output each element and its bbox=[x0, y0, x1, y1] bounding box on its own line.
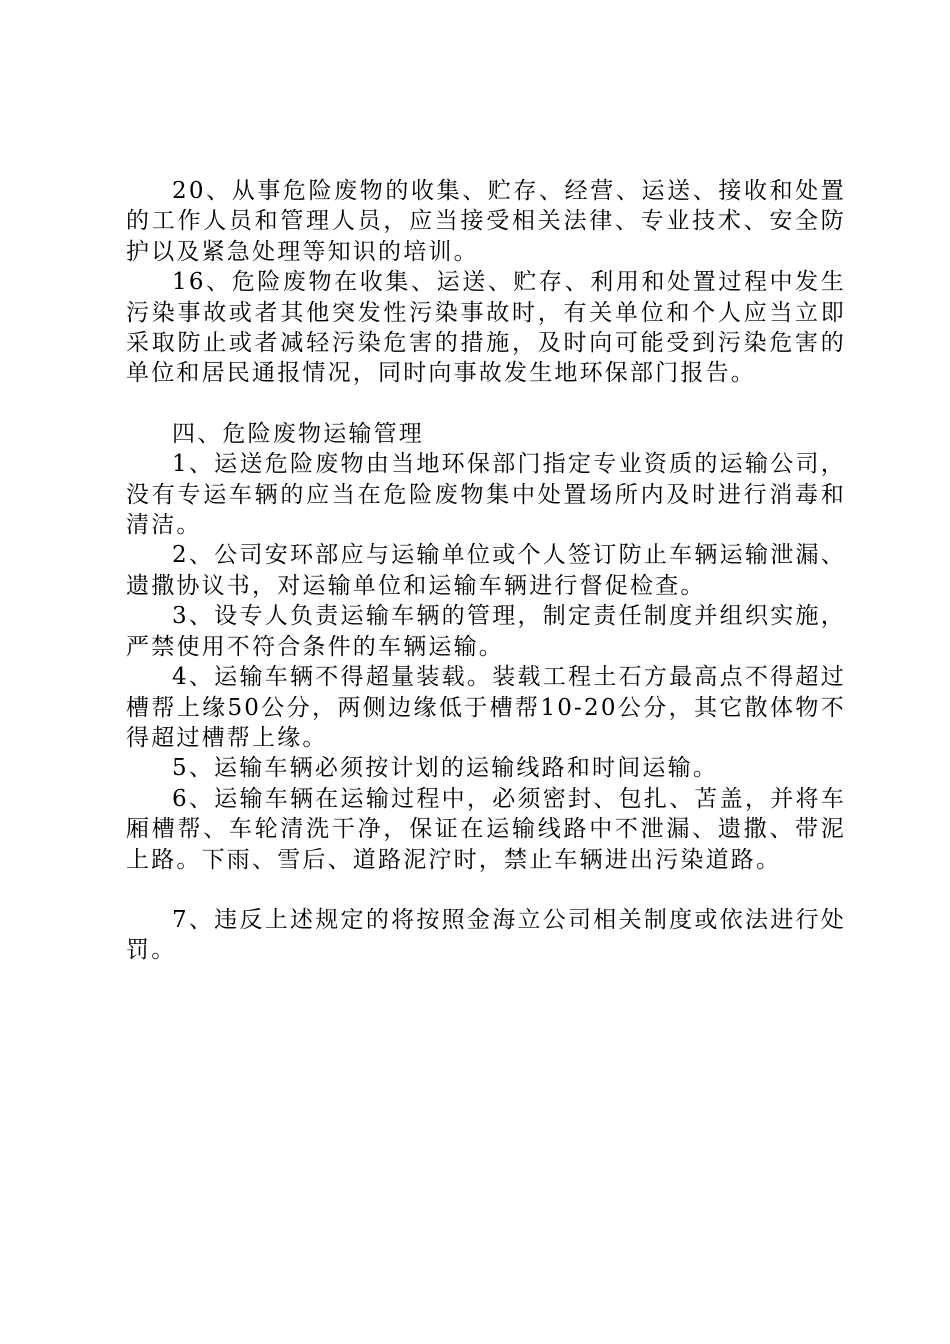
paragraph-training: 20、从事危险废物的收集、贮存、经营、运送、接收和处置的工作人员和管理人员，应当接受相关法律、专业技术、安全防护以及紧急处理等知识的培训。 bbox=[126, 178, 846, 265]
paragraph-transport-3: 3、设专人负责运输车辆的管理，制定责任制度并组织实施，严禁使用不符合条件的车辆运输。 bbox=[126, 603, 846, 660]
paragraph-accident-response: 16、危险废物在收集、运送、贮存、利用和处置过程中发生污染事故或者其他突发性污染事故时，有关单位和个人应当立即采取防止或者减轻污染危害的措施，及时向可能受到污染危害的单位和居民通报情况，同时向事故发生地环保部门报告。 bbox=[126, 269, 846, 387]
paragraph-transport-6: 6、运输车辆在运输过程中，必须密封、包扎、苫盖，并将车厢槽帮、车轮清洗干净，保证在运输线路中不泄漏、遗撒、带泥上路。下雨、雪后、道路泥泞时，禁止车辆进出污染道路。 bbox=[126, 785, 846, 873]
paragraph-penalty: 7、违反上述规定的将按照金海立公司相关制度或依法进行处罚。 bbox=[126, 906, 846, 964]
paragraph-transport-1: 1、运送危险废物由当地环保部门指定专业资质的运输公司，没有专运车辆的应当在危险废物集中处置场所内及时进行消毒和清洁。 bbox=[126, 451, 846, 539]
section-gap bbox=[126, 389, 846, 419]
document-page bbox=[126, 176, 846, 966]
paragraph-transport-5: 5、运输车辆必须按计划的运输线路和时间运输。 bbox=[172, 755, 719, 782]
paragraph-transport-4: 4、运输车辆不得超量装载。装载工程土石方最高点不得超过槽帮上缘50公分，两侧边缘低于槽帮10-20公分，其它散体物不得超过槽帮上缘。 bbox=[126, 664, 846, 751]
section-gap bbox=[126, 875, 846, 905]
paragraph-transport-2: 2、公司安环部应与运输单位或个人签订防止车辆运输泄漏、遗撒协议书，对运输单位和运输车辆进行督促检查。 bbox=[126, 542, 846, 599]
section-heading-transport: 四、危险废物运输管理 bbox=[172, 420, 424, 447]
